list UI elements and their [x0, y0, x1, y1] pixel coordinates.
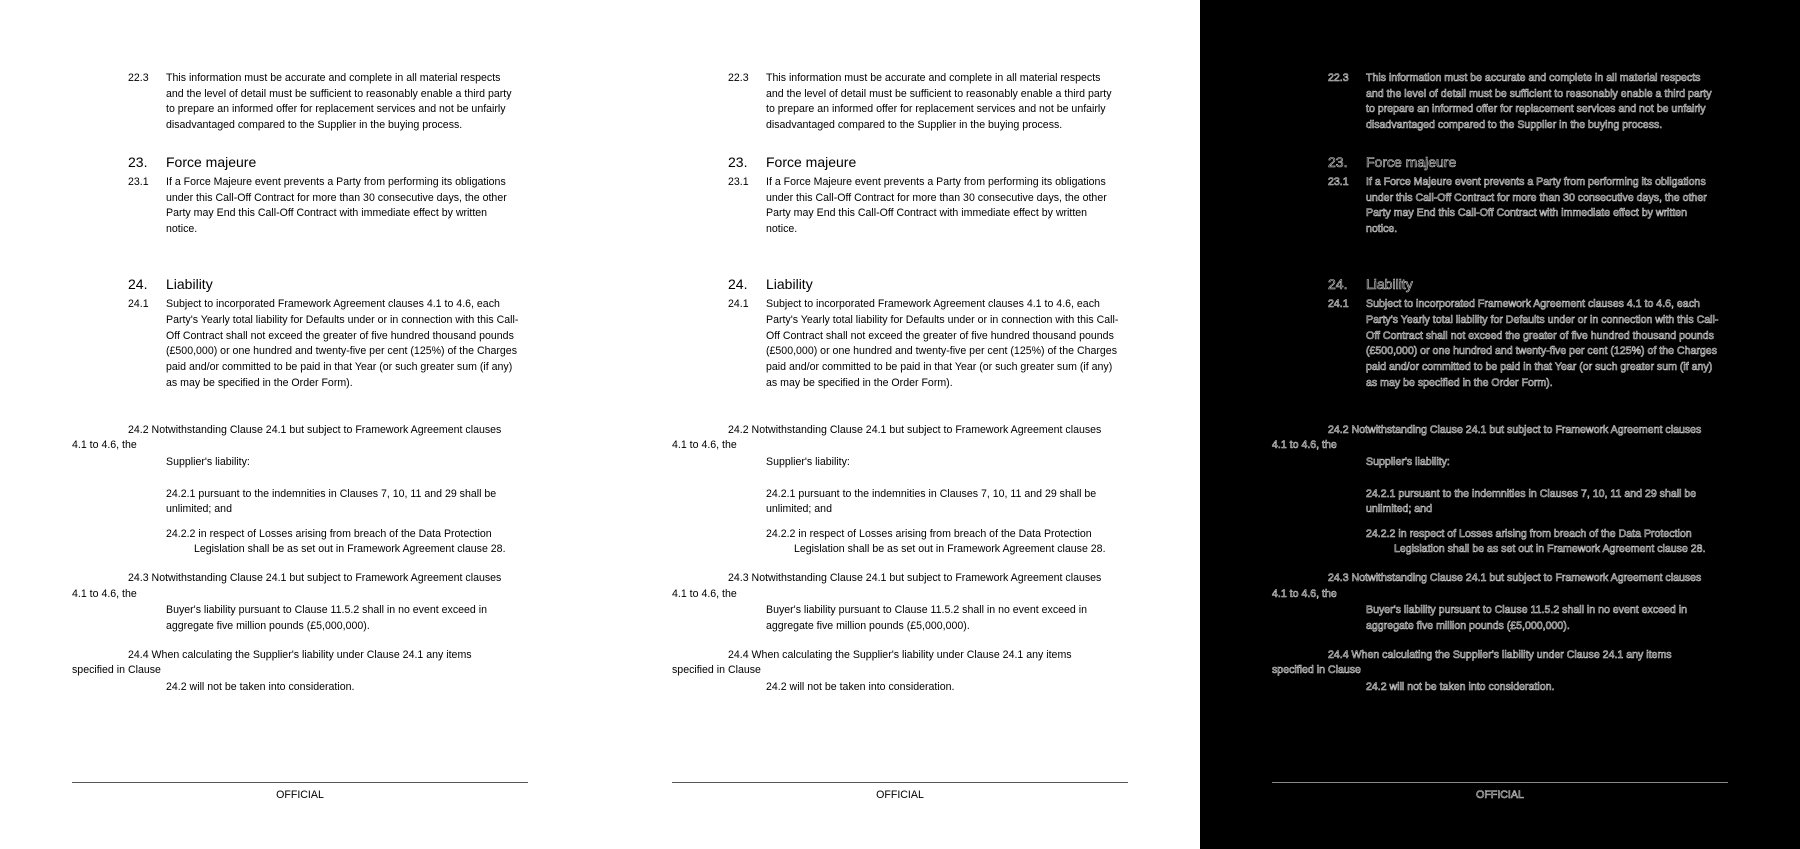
footer-classification: OFFICIAL: [876, 789, 924, 801]
clause-22-3-line: This information must be accurate and complete in all material respects: [766, 72, 1101, 84]
clause-24-2-2-line: Legislation shall be as set out in Framework Agreement clause 28.: [794, 543, 1106, 555]
clause-24-1-line: Subject to incorporated Framework Agreement clauses 4.1 to 4.6, each: [766, 298, 1100, 310]
clause-22-3-line: This information must be accurate and complete in all material respects: [1366, 72, 1701, 84]
clause-22-3-number: 22.3: [1328, 72, 1349, 84]
clause-24-4-line: 24.2 will not be taken into consideration.: [166, 681, 355, 693]
heading-24-title: Liability: [766, 276, 813, 292]
document-page-original: [0, 0, 600, 849]
clause-22-3-line: This information must be accurate and complete in all material respects: [166, 72, 501, 84]
footer-divider: [72, 782, 528, 783]
clause-24-1-line: Off Contract shall not exceed the greater of five hundred thousand pounds: [1366, 330, 1714, 342]
clause-24-2-line: 24.2 Notwithstanding Clause 24.1 but subject to Framework Agreement clauses: [1328, 424, 1702, 436]
clause-22-3-line: to prepare an informed offer for replacement services and not be unfairly: [766, 103, 1106, 115]
document-page-inverted: [1200, 0, 1800, 849]
clause-24-3-line: 24.3 Notwithstanding Clause 24.1 but subject to Framework Agreement clauses: [128, 572, 502, 584]
clause-24-2-2-line: 24.2.2 in respect of Losses arising from breach of the Data Protection: [766, 528, 1092, 540]
clause-24-1-line: Party's Yearly total liability for Defaults under or in connection with this Call-: [1366, 314, 1719, 326]
clause-24-4-line: 24.2 will not be taken into consideration.: [1366, 681, 1555, 693]
clause-24-2-1-line: unlimited; and: [166, 503, 232, 515]
clause-23-1-number: 23.1: [728, 176, 749, 188]
clause-24-3-line: 4.1 to 4.6, the: [1272, 588, 1337, 600]
clause-22-3-number: 22.3: [728, 72, 749, 84]
clause-24-1-line: paid and/or committed to be paid in that Year (or such greater sum (if any): [1366, 361, 1713, 373]
clause-24-1-line: (£500,000) or one hundred and twenty-five per cent (125%) of the Charges: [1366, 345, 1717, 357]
clause-24-1-line: paid and/or committed to be paid in that Year (or such greater sum (if any): [766, 361, 1113, 373]
clause-24-2-1-line: 24.2.1 pursuant to the indemnities in Clauses 7, 10, 11 and 29 shall be: [1366, 488, 1697, 500]
clause-24-1-line: as may be specified in the Order Form).: [766, 377, 953, 389]
clause-24-1-line: (£500,000) or one hundred and twenty-five per cent (125%) of the Charges: [166, 345, 517, 357]
clause-24-4-line: 24.4 When calculating the Supplier's liability under Clause 24.1 any items: [1328, 649, 1672, 661]
clause-23-1-line: under this Call-Off Contract for more than 30 consecutive days, the other: [1366, 192, 1707, 204]
clause-24-4-line: 24.2 will not be taken into consideration.: [766, 681, 955, 693]
clause-24-3-line: 4.1 to 4.6, the: [672, 588, 737, 600]
clause-24-4-line: specified in Clause: [672, 664, 761, 676]
footer-divider: [672, 782, 1128, 783]
heading-23-title: Force majeure: [1366, 154, 1457, 170]
clause-24-3-line: Buyer's liability pursuant to Clause 11.5.2 shall in no event exceed in: [166, 604, 488, 616]
clause-22-3-number: 22.3: [128, 72, 149, 84]
footer-divider: [1272, 782, 1728, 783]
document-page-copy: [600, 0, 1200, 849]
clause-24-4-line: specified in Clause: [72, 664, 161, 676]
clause-23-1-line: under this Call-Off Contract for more than 30 consecutive days, the other: [766, 192, 1107, 204]
clause-24-2-1-line: 24.2.1 pursuant to the indemnities in Clauses 7, 10, 11 and 29 shall be: [766, 488, 1097, 500]
clause-24-2-1-line: unlimited; and: [1366, 503, 1432, 515]
clause-24-3-line: 24.3 Notwithstanding Clause 24.1 but subject to Framework Agreement clauses: [1328, 572, 1702, 584]
heading-24-number: 24.: [1328, 276, 1348, 292]
clause-22-3-line: disadvantaged compared to the Supplier in the buying process.: [166, 119, 463, 131]
clause-24-2-line: 24.2 Notwithstanding Clause 24.1 but subject to Framework Agreement clauses: [128, 424, 502, 436]
footer-classification: OFFICIAL: [276, 789, 324, 801]
clause-24-3-line: aggregate five million pounds (£5,000,000).: [166, 620, 370, 632]
clause-24-1-number: 24.1: [728, 298, 749, 310]
clause-24-3-line: 4.1 to 4.6, the: [72, 588, 137, 600]
clause-24-1-line: Party's Yearly total liability for Defaults under or in connection with this Call-: [166, 314, 519, 326]
clause-23-1-number: 23.1: [128, 176, 149, 188]
heading-24-number: 24.: [728, 276, 748, 292]
clause-23-1-line: notice.: [766, 223, 798, 235]
clause-24-3-line: aggregate five million pounds (£5,000,000).: [1366, 620, 1570, 632]
heading-23-number: 23.: [128, 154, 148, 170]
clause-24-1-number: 24.1: [128, 298, 149, 310]
clause-23-1-line: Party may End this Call-Off Contract with immediate effect by written: [1366, 207, 1688, 219]
clause-24-2-line: Supplier's liability:: [766, 456, 850, 468]
clause-23-1-line: notice.: [1366, 223, 1398, 235]
clause-24-2-2-line: Legislation shall be as set out in Framework Agreement clause 28.: [194, 543, 506, 555]
clause-24-1-line: Off Contract shall not exceed the greater of five hundred thousand pounds: [766, 330, 1114, 342]
clause-24-2-line: 4.1 to 4.6, the: [72, 439, 137, 451]
heading-24-number: 24.: [128, 276, 148, 292]
clause-22-3-line: to prepare an informed offer for replacement services and not be unfairly: [1366, 103, 1706, 115]
clause-24-1-line: as may be specified in the Order Form).: [1366, 377, 1553, 389]
clause-22-3-line: and the level of detail must be sufficient to reasonably enable a third party: [166, 88, 512, 100]
clause-22-3-line: disadvantaged compared to the Supplier in the buying process.: [766, 119, 1063, 131]
heading-23-title: Force majeure: [766, 154, 857, 170]
clause-24-2-1-line: unlimited; and: [766, 503, 832, 515]
clause-24-2-line: 4.1 to 4.6, the: [1272, 439, 1337, 451]
clause-24-2-2-line: Legislation shall be as set out in Framework Agreement clause 28.: [1394, 543, 1706, 555]
clause-24-2-line: Supplier's liability:: [166, 456, 250, 468]
clause-24-1-number: 24.1: [1328, 298, 1349, 310]
clause-24-2-2-line: 24.2.2 in respect of Losses arising from breach of the Data Protection: [1366, 528, 1692, 540]
clause-24-3-line: Buyer's liability pursuant to Clause 11.5.2 shall in no event exceed in: [766, 604, 1088, 616]
clause-23-1-line: If a Force Majeure event prevents a Party from performing its obligations: [766, 176, 1106, 188]
clause-23-1-number: 23.1: [1328, 176, 1349, 188]
clause-23-1-line: Party may End this Call-Off Contract with immediate effect by written: [166, 207, 488, 219]
clause-24-1-line: paid and/or committed to be paid in that Year (or such greater sum (if any): [166, 361, 513, 373]
clause-24-3-line: Buyer's liability pursuant to Clause 11.5.2 shall in no event exceed in: [1366, 604, 1688, 616]
clause-24-1-line: Subject to incorporated Framework Agreement clauses 4.1 to 4.6, each: [1366, 298, 1700, 310]
clause-24-3-line: aggregate five million pounds (£5,000,000).: [766, 620, 970, 632]
clause-22-3-line: to prepare an informed offer for replacement services and not be unfairly: [166, 103, 506, 115]
footer-classification: OFFICIAL: [1476, 789, 1524, 801]
clause-24-1-line: Party's Yearly total liability for Defaults under or in connection with this Call-: [766, 314, 1119, 326]
clause-24-1-line: Off Contract shall not exceed the greater of five hundred thousand pounds: [166, 330, 514, 342]
clause-23-1-line: If a Force Majeure event prevents a Party from performing its obligations: [166, 176, 506, 188]
clause-24-2-2-line: 24.2.2 in respect of Losses arising from breach of the Data Protection: [166, 528, 492, 540]
clause-23-1-line: Party may End this Call-Off Contract with immediate effect by written: [766, 207, 1088, 219]
heading-23-number: 23.: [1328, 154, 1348, 170]
clause-24-1-line: as may be specified in the Order Form).: [166, 377, 353, 389]
clause-22-3-line: and the level of detail must be sufficient to reasonably enable a third party: [1366, 88, 1712, 100]
heading-24-title: Liability: [166, 276, 213, 292]
clause-24-1-line: (£500,000) or one hundred and twenty-five per cent (125%) of the Charges: [766, 345, 1117, 357]
clause-22-3-line: disadvantaged compared to the Supplier in the buying process.: [1366, 119, 1663, 131]
heading-23-title: Force majeure: [166, 154, 257, 170]
clause-22-3-line: and the level of detail must be sufficient to reasonably enable a third party: [766, 88, 1112, 100]
heading-24-title: Liability: [1366, 276, 1413, 292]
clause-24-2-line: 4.1 to 4.6, the: [672, 439, 737, 451]
clause-24-4-line: specified in Clause: [1272, 664, 1361, 676]
clause-23-1-line: If a Force Majeure event prevents a Party from performing its obligations: [1366, 176, 1706, 188]
clause-24-4-line: 24.4 When calculating the Supplier's liability under Clause 24.1 any items: [728, 649, 1072, 661]
clause-24-1-line: Subject to incorporated Framework Agreement clauses 4.1 to 4.6, each: [166, 298, 500, 310]
clause-24-2-line: Supplier's liability:: [1366, 456, 1450, 468]
clause-23-1-line: under this Call-Off Contract for more than 30 consecutive days, the other: [166, 192, 507, 204]
clause-24-3-line: 24.3 Notwithstanding Clause 24.1 but subject to Framework Agreement clauses: [728, 572, 1102, 584]
heading-23-number: 23.: [728, 154, 748, 170]
clause-24-2-1-line: 24.2.1 pursuant to the indemnities in Clauses 7, 10, 11 and 29 shall be: [166, 488, 497, 500]
clause-23-1-line: notice.: [166, 223, 198, 235]
clause-24-4-line: 24.4 When calculating the Supplier's liability under Clause 24.1 any items: [128, 649, 472, 661]
clause-24-2-line: 24.2 Notwithstanding Clause 24.1 but subject to Framework Agreement clauses: [728, 424, 1102, 436]
